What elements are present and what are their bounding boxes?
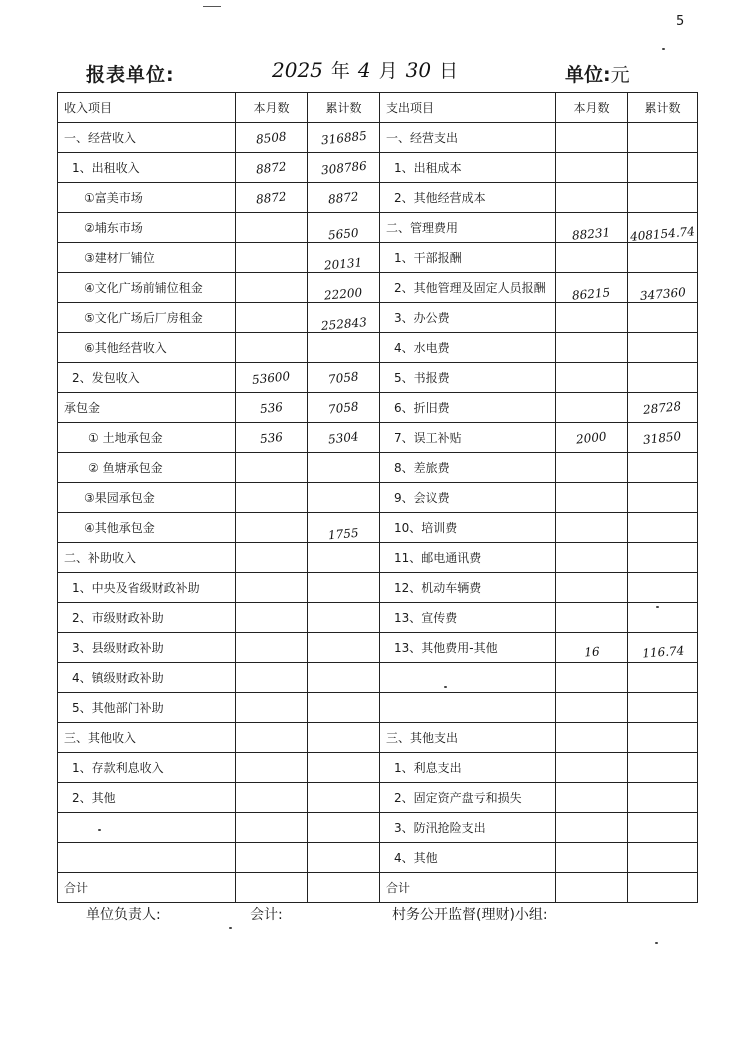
income-cumulative-cell: [308, 213, 380, 243]
table-row: [58, 273, 698, 303]
expense-monthly-cell: [556, 153, 628, 183]
page-number: 5: [676, 14, 685, 29]
income-cumulative-cell-value: 22200: [323, 284, 364, 303]
income-item-cell: ① 土地承包金: [58, 423, 236, 453]
income-item-cell: ③建材厂铺位: [58, 243, 236, 273]
expense-item-cell: 三、其他支出: [380, 723, 556, 753]
expense-item-cell: 2、其他经营成本: [380, 183, 556, 213]
expense-monthly-cell: [556, 813, 628, 843]
table-row: [58, 333, 698, 363]
expense-item-cell: 5、书报费: [380, 363, 556, 393]
income-cumulative-cell: [308, 333, 380, 363]
table-row: [58, 153, 698, 183]
date-month: 4: [357, 58, 371, 82]
expense-item-cell: 1、利息支出: [380, 753, 556, 783]
scan-speck: [98, 829, 101, 831]
date-day-suffix: 日: [439, 60, 459, 82]
table-row: [58, 603, 698, 633]
header-monthly: 本月数: [236, 93, 308, 123]
scan-speck: [655, 942, 658, 944]
income-item-cell: 一、经营收入: [58, 123, 236, 153]
expense-monthly-cell: [556, 513, 628, 543]
expense-cumulative-cell: [628, 213, 698, 243]
expense-item-cell: 一、经营支出: [380, 123, 556, 153]
income-monthly-cell: [236, 483, 308, 513]
expense-item-cell: 11、邮电通讯费: [380, 543, 556, 573]
date-year: 2025: [272, 58, 323, 82]
income-item-cell: ② 鱼塘承包金: [58, 453, 236, 483]
table-row: [58, 813, 698, 843]
table-row: [58, 423, 698, 453]
expense-item-cell: 4、其他: [380, 843, 556, 873]
income-cumulative-cell: [308, 843, 380, 873]
expense-monthly-cell: [556, 213, 628, 243]
expense-cumulative-cell: [628, 573, 698, 603]
income-monthly-cell: [236, 783, 308, 813]
table-row: [58, 783, 698, 813]
income-cumulative-cell: [308, 753, 380, 783]
expense-monthly-cell: [556, 423, 628, 453]
income-cumulative-cell: [308, 813, 380, 843]
expense-item-cell: 8、差旅费: [380, 453, 556, 483]
income-cumulative-cell-value: 8872: [327, 188, 360, 207]
income-cumulative-cell-value: 7058: [327, 368, 360, 387]
income-item-cell: 2、发包收入: [58, 363, 236, 393]
table-row: [58, 663, 698, 693]
expense-monthly-cell: [556, 363, 628, 393]
currency-unit-label: 单位:: [565, 64, 611, 86]
income-item-cell: 3、县级财政补助: [58, 633, 236, 663]
table-row: [58, 303, 698, 333]
income-monthly-cell: [236, 663, 308, 693]
income-item-cell: [58, 813, 236, 843]
income-monthly-cell: [236, 693, 308, 723]
expense-monthly-cell: [556, 453, 628, 483]
income-monthly-cell: [236, 723, 308, 753]
income-cumulative-cell: [308, 723, 380, 753]
income-item-cell: 合计: [58, 873, 236, 903]
income-cumulative-cell-value: 20131: [323, 254, 364, 273]
expense-item-cell: 1、干部报酬: [380, 243, 556, 273]
income-item-cell: 2、市级财政补助: [58, 603, 236, 633]
income-monthly-cell-value: 8872: [255, 188, 288, 207]
income-monthly-cell: [236, 333, 308, 363]
income-item-cell: 承包金: [58, 393, 236, 423]
table-row: [58, 693, 698, 723]
expense-monthly-cell: [556, 543, 628, 573]
expense-monthly-cell: [556, 243, 628, 273]
table-header-row: [58, 93, 698, 123]
report-header: [0, 60, 750, 90]
expense-item-cell: 2、其他管理及固定人员报酬: [380, 273, 556, 303]
expense-monthly-cell: [556, 333, 628, 363]
income-item-cell: 5、其他部门补助: [58, 693, 236, 723]
income-monthly-cell: [236, 153, 308, 183]
expense-monthly-cell-value: 86215: [571, 284, 612, 303]
income-item-cell: ④文化广场前铺位租金: [58, 273, 236, 303]
table-row: [58, 573, 698, 603]
expense-item-cell: 1、出租成本: [380, 153, 556, 183]
income-item-cell: ⑥其他经营收入: [58, 333, 236, 363]
expense-cumulative-cell: [628, 273, 698, 303]
expense-item-cell: 6、折旧费: [380, 393, 556, 423]
expense-monthly-cell: [556, 303, 628, 333]
table-row: [58, 393, 698, 423]
income-monthly-cell: [236, 363, 308, 393]
income-cumulative-cell-value: 316885: [319, 128, 368, 147]
expense-monthly-cell: [556, 273, 628, 303]
table-row: [58, 633, 698, 663]
expense-cumulative-cell: [628, 243, 698, 273]
expense-item-cell: 4、水电费: [380, 333, 556, 363]
expense-monthly-cell: [556, 873, 628, 903]
income-cumulative-cell-value: 308786: [319, 158, 368, 177]
table-row: [58, 123, 698, 153]
expense-cumulative-cell: [628, 363, 698, 393]
income-cumulative-cell: [308, 513, 380, 543]
report-date: [272, 56, 466, 83]
income-cumulative-cell-value: 7058: [327, 398, 360, 417]
expense-item-cell: [380, 693, 556, 723]
expense-item-cell: 二、管理费用: [380, 213, 556, 243]
expense-cumulative-cell-value: 31850: [642, 428, 683, 447]
date-month-suffix: 月: [378, 60, 398, 82]
income-monthly-cell: [236, 543, 308, 573]
currency-unit: [565, 60, 630, 87]
expense-cumulative-cell: [628, 843, 698, 873]
expense-item-cell: 2、固定资产盘亏和损失: [380, 783, 556, 813]
header-expense-item: 支出项目: [380, 93, 556, 123]
expense-cumulative-cell: [628, 663, 698, 693]
table-row: [58, 873, 698, 903]
table-row: [58, 543, 698, 573]
supervision-group-label: 村务公开监督(理财)小组:: [392, 907, 548, 923]
income-monthly-cell: [236, 213, 308, 243]
expense-cumulative-cell: [628, 123, 698, 153]
header-cumulative-2: 累计数: [628, 93, 698, 123]
income-cumulative-cell: [308, 153, 380, 183]
reporting-unit-label: 报表单位:: [86, 64, 175, 86]
table-row: [58, 483, 698, 513]
expense-cumulative-cell-value: 28728: [642, 398, 683, 417]
income-cumulative-cell-value: 5650: [327, 225, 360, 242]
income-cumulative-cell: [308, 543, 380, 573]
income-monthly-cell: [236, 303, 308, 333]
expense-item-cell: 3、防汛抢险支出: [380, 813, 556, 843]
income-cumulative-cell: [308, 273, 380, 303]
income-monthly-cell: [236, 243, 308, 273]
expense-cumulative-cell: [628, 513, 698, 543]
expense-cumulative-cell: [628, 423, 698, 453]
income-monthly-cell: [236, 423, 308, 453]
income-item-cell: ①富美市场: [58, 183, 236, 213]
expense-monthly-cell: [556, 393, 628, 423]
income-monthly-cell-value: 8508: [255, 128, 288, 147]
income-monthly-cell-value: 536: [259, 399, 284, 416]
expense-cumulative-cell: [628, 393, 698, 423]
income-cumulative-cell: [308, 783, 380, 813]
income-item-cell: 1、出租收入: [58, 153, 236, 183]
table-row: [58, 453, 698, 483]
expense-cumulative-cell: [628, 303, 698, 333]
income-item-cell: 1、存款利息收入: [58, 753, 236, 783]
date-day: 30: [405, 58, 432, 82]
accountant-label: 会计:: [250, 907, 283, 923]
expense-cumulative-cell: [628, 723, 698, 753]
income-item-cell: 2、其他: [58, 783, 236, 813]
expense-monthly-cell-value: 2000: [575, 428, 608, 447]
expense-item-cell: 7、误工补贴: [380, 423, 556, 453]
income-item-cell: 1、中央及省级财政补助: [58, 573, 236, 603]
income-cumulative-cell: [308, 363, 380, 393]
income-item-cell: 二、补助收入: [58, 543, 236, 573]
income-item-cell: 三、其他收入: [58, 723, 236, 753]
expense-item-cell: 10、培训费: [380, 513, 556, 543]
expense-monthly-cell: [556, 693, 628, 723]
expense-monthly-cell: [556, 753, 628, 783]
expense-monthly-cell: [556, 123, 628, 153]
income-monthly-cell: [236, 573, 308, 603]
income-item-cell: ⑤文化广场后厂房租金: [58, 303, 236, 333]
expense-cumulative-cell: [628, 873, 698, 903]
income-monthly-cell: [236, 513, 308, 543]
expense-cumulative-cell: [628, 753, 698, 783]
currency-unit-value: 元: [610, 64, 630, 86]
income-expense-table: [57, 92, 698, 903]
income-cumulative-cell-value: 252843: [320, 314, 367, 333]
expense-cumulative-cell: [628, 333, 698, 363]
expense-cumulative-cell: [628, 453, 698, 483]
income-cumulative-cell: [308, 183, 380, 213]
table-row: [58, 243, 698, 273]
income-item-cell: ③果园承包金: [58, 483, 236, 513]
income-monthly-cell: [236, 753, 308, 783]
expense-item-cell: 合计: [380, 873, 556, 903]
income-cumulative-cell: [308, 633, 380, 663]
income-cumulative-cell: [308, 393, 380, 423]
expense-cumulative-cell: [628, 783, 698, 813]
income-cumulative-cell: [308, 423, 380, 453]
income-cumulative-cell: [308, 243, 380, 273]
income-monthly-cell: [236, 873, 308, 903]
header-income-item: 收入项目: [58, 93, 236, 123]
income-monthly-cell: [236, 843, 308, 873]
expense-cumulative-cell: [628, 813, 698, 843]
income-monthly-cell: [236, 273, 308, 303]
expense-cumulative-cell: [628, 693, 698, 723]
unit-responsible-label: 单位负责人:: [86, 907, 161, 923]
table-row: [58, 753, 698, 783]
expense-cumulative-cell: [628, 603, 698, 633]
income-monthly-cell: [236, 453, 308, 483]
expense-cumulative-cell: [628, 633, 698, 663]
table-row: [58, 183, 698, 213]
table-row: [58, 723, 698, 753]
income-monthly-cell-value: 53600: [251, 368, 292, 387]
expense-cumulative-cell: [628, 183, 698, 213]
expense-cumulative-cell-value: 408154.74: [629, 223, 696, 244]
income-cumulative-cell-value: 1755: [327, 525, 360, 542]
expense-item-cell: 13、其他费用-其他: [380, 633, 556, 663]
income-cumulative-cell: [308, 663, 380, 693]
income-cumulative-cell: [308, 873, 380, 903]
expense-monthly-cell: [556, 783, 628, 813]
income-item-cell: [58, 843, 236, 873]
expense-cumulative-cell: [628, 153, 698, 183]
expense-item-cell: 9、会议费: [380, 483, 556, 513]
scan-speck: [656, 606, 659, 608]
income-item-cell: ②埔东市场: [58, 213, 236, 243]
expense-monthly-cell-value: 88231: [571, 224, 612, 243]
expense-monthly-cell: [556, 633, 628, 663]
expense-item-cell: [380, 663, 556, 693]
income-item-cell: ④其他承包金: [58, 513, 236, 543]
expense-cumulative-cell-value: 347360: [639, 284, 686, 303]
table-row: [58, 363, 698, 393]
income-monthly-cell: [236, 393, 308, 423]
table-row: [58, 213, 698, 243]
expense-monthly-cell: [556, 573, 628, 603]
scan-speck: [444, 686, 447, 688]
income-monthly-cell-value: 536: [259, 429, 284, 446]
scan-mark: [203, 6, 221, 7]
expense-monthly-cell: [556, 663, 628, 693]
income-cumulative-cell-value: 5304: [327, 428, 360, 447]
expense-monthly-cell: [556, 483, 628, 513]
expense-cumulative-cell: [628, 483, 698, 513]
table-row: [58, 843, 698, 873]
scan-speck: [229, 927, 232, 929]
header-monthly-2: 本月数: [556, 93, 628, 123]
expense-cumulative-cell: [628, 543, 698, 573]
income-item-cell: 4、镇级财政补助: [58, 663, 236, 693]
income-cumulative-cell: [308, 483, 380, 513]
income-monthly-cell: [236, 813, 308, 843]
expense-item-cell: 3、办公费: [380, 303, 556, 333]
expense-item-cell: 12、机动车辆费: [380, 573, 556, 603]
income-cumulative-cell: [308, 453, 380, 483]
expense-monthly-cell: [556, 183, 628, 213]
income-monthly-cell: [236, 123, 308, 153]
expense-monthly-cell: [556, 603, 628, 633]
income-cumulative-cell: [308, 603, 380, 633]
income-monthly-cell: [236, 603, 308, 633]
income-monthly-cell: [236, 183, 308, 213]
income-cumulative-cell: [308, 573, 380, 603]
expense-cumulative-cell-value: 116.74: [641, 643, 685, 660]
income-cumulative-cell: [308, 123, 380, 153]
income-cumulative-cell: [308, 693, 380, 723]
scan-speck: [662, 48, 665, 50]
expense-monthly-cell: [556, 843, 628, 873]
income-monthly-cell-value: 8872: [255, 158, 288, 177]
expense-monthly-cell: [556, 723, 628, 753]
expense-monthly-cell-value: 16: [583, 643, 600, 660]
income-cumulative-cell: [308, 303, 380, 333]
date-year-suffix: 年: [330, 60, 350, 82]
header-cumulative: 累计数: [308, 93, 380, 123]
income-monthly-cell: [236, 633, 308, 663]
expense-item-cell: 13、宣传费: [380, 603, 556, 633]
table-row: [58, 513, 698, 543]
